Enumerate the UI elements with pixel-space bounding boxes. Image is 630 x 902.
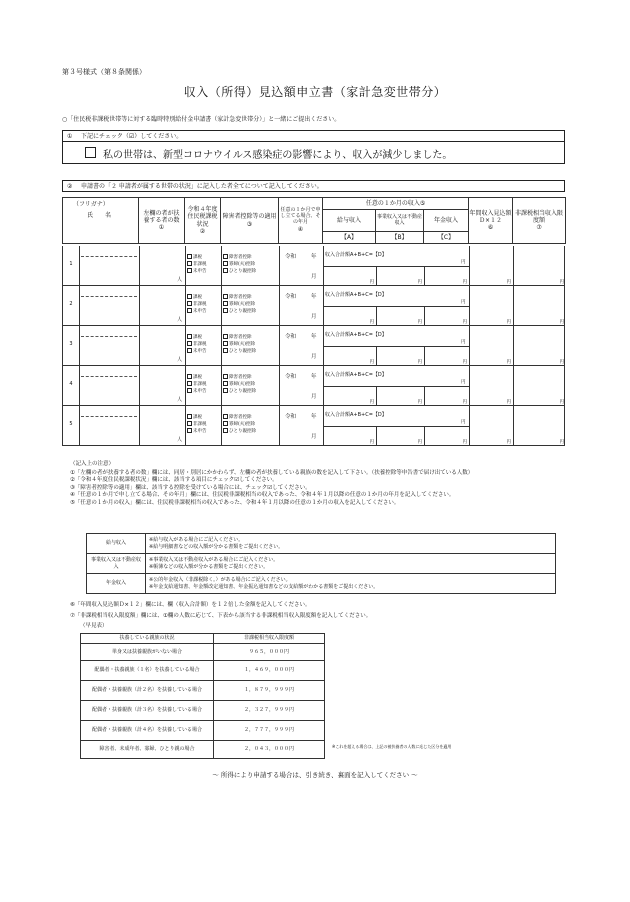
column-divider <box>79 326 80 366</box>
section-1-instruction: 下記にチェック（☑）してください。 <box>81 133 183 140</box>
checkbox-icon[interactable] <box>187 428 192 433</box>
header-pension: 年金収入 <box>424 210 469 232</box>
yen-unit: 円 <box>369 360 374 365</box>
tax-option-label: 課税 <box>193 375 202 380</box>
checkbox-icon[interactable] <box>187 268 192 273</box>
disability-option[interactable] <box>223 254 279 261</box>
person-unit: 人 <box>176 357 182 363</box>
checkbox-icon[interactable] <box>187 388 192 393</box>
note-5: ⑤「任意の１か月の収入」欄には、住民税非課税相当の収入であった、令和４年１月以降の任意の１か月の収入を記入してください。 <box>70 499 400 506</box>
form-number: 第３号様式（第８条関係） <box>62 68 146 76</box>
column-divider <box>279 366 280 406</box>
column-divider <box>221 366 222 406</box>
row-number: 5 <box>69 421 73 427</box>
note-4: ④「任意の１か月で申し立てる場合、その年月」欄には、住民税非課税相当の収入であった、令和４年１月以降の任意の１か月の年月を記入してください。 <box>70 492 455 499</box>
header-col4-num: ④ <box>297 225 304 233</box>
month-label: 月 <box>311 354 317 360</box>
section-1-number: ① <box>67 133 73 140</box>
year-label: 年 <box>311 374 317 380</box>
tax-option-label: 非課税 <box>193 342 207 347</box>
person-row <box>62 326 565 366</box>
header-col1-num: ① <box>158 224 165 232</box>
total-label: 収入合計額A+B+C=【D】 <box>325 252 387 258</box>
pension-input[interactable] <box>424 266 469 286</box>
footer-note: ～ 所得により申請する場合は、引き続き、裏面を記入してください ～ <box>212 771 418 779</box>
column-divider <box>221 246 222 286</box>
disability-option-label: 障害者控除 <box>229 255 252 260</box>
header-business: 事業収入又は不動産収入 <box>376 210 424 232</box>
disability-option-label: ひとり親控除 <box>229 349 256 354</box>
header-col-b: 【B】 <box>376 232 424 244</box>
yen-unit: 円 <box>369 280 374 285</box>
pension-input[interactable] <box>424 386 469 406</box>
disability-option[interactable] <box>223 294 279 301</box>
yen-unit: 円 <box>369 440 374 445</box>
checkbox-icon[interactable] <box>223 421 228 426</box>
checkbox-icon[interactable] <box>223 294 228 299</box>
doc-text-salary: ※給与収入がある場合にご記入ください。 ※給与明細書などの収入額が分かる書類をご提出ください。 <box>146 534 556 554</box>
person-row <box>62 406 565 446</box>
header-month-text: 任意の１か月で申し立てる場合、その年月 <box>280 207 321 225</box>
disability-option-label: 寡婦(夫)控除 <box>229 262 256 267</box>
checkbox-icon[interactable] <box>187 341 192 346</box>
total-yen: 円 <box>461 380 466 385</box>
notes-header: （記入上の注意） <box>70 461 115 467</box>
tax-option[interactable] <box>187 341 221 348</box>
covid-checkbox[interactable] <box>85 147 96 158</box>
yen-unit: 円 <box>417 280 422 285</box>
disability-option-label: 障害者控除 <box>229 415 252 420</box>
reiwa-label: 令和 <box>285 294 297 300</box>
reiwa-label: 令和 <box>285 254 297 260</box>
covid-statement: 私の世帯は、新型コロナウイルス感染症の影響により、収入が減少しました。 <box>103 150 453 161</box>
salary-input[interactable] <box>323 386 376 406</box>
total-label: 収入合計額A+B+C=【D】 <box>325 292 387 298</box>
header-disability-text: 障害者控除等の適用 <box>222 213 277 221</box>
limit-status-2: 配偶者・扶養親族（計２名）を扶養している場合 <box>81 681 214 701</box>
month-label: 月 <box>311 314 317 320</box>
checkbox-icon[interactable] <box>223 268 228 273</box>
disability-option[interactable] <box>223 261 279 268</box>
quick-ref-label: （早見表） <box>80 623 108 629</box>
doc-text-pension: ※公的年金収入（非課税除く。）がある場合にご記入ください。 ※年金支給通知書、年金額改定通知書、年金振込通知書などの支給額がわかる書類をご提出ください。 <box>146 574 556 594</box>
salary-input[interactable] <box>323 306 376 326</box>
note-3: ③「障害者控除等の適用」欄は、該当する控除を受けている場合には、チェック☑してください。 <box>70 484 311 491</box>
disability-option[interactable] <box>223 388 279 395</box>
name-input[interactable] <box>81 417 137 444</box>
total-yen: 円 <box>461 340 466 345</box>
header-limit <box>513 198 566 244</box>
column-divider <box>279 326 280 366</box>
header-tax-status <box>185 198 221 244</box>
yen-unit: 円 <box>559 320 564 325</box>
total-label: 収入合計額A+B+C=【D】 <box>325 332 387 338</box>
tax-status-options <box>187 374 221 395</box>
disability-option[interactable] <box>223 421 279 428</box>
header-dependents <box>139 198 185 244</box>
header-col7-num: ⑦ <box>536 224 542 232</box>
total-yen: 円 <box>461 420 466 425</box>
year-label: 年 <box>311 414 317 420</box>
yen-unit: 円 <box>462 280 467 285</box>
total-yen: 円 <box>461 300 466 305</box>
checkbox-icon[interactable] <box>187 348 192 353</box>
tax-option[interactable] <box>187 348 221 355</box>
tax-option-label: 課税 <box>193 335 202 340</box>
row-number: 3 <box>69 341 73 347</box>
checkbox-icon[interactable] <box>187 261 192 266</box>
header-col6-num: ⑥ <box>487 224 494 232</box>
tax-option[interactable] <box>187 388 221 395</box>
tax-option-label: 未申告 <box>193 429 207 434</box>
checkbox-icon[interactable] <box>223 428 228 433</box>
header-annual-text: 年間収入見込額Ｄ×１２ <box>469 209 512 224</box>
tax-option[interactable] <box>187 421 221 428</box>
disability-option[interactable] <box>223 268 279 275</box>
name-input[interactable] <box>81 257 137 284</box>
note-1: ①「左欄の者が扶養する者の数」欄には、同居・別居にかかわらず、左欄の者が扶養している親族の数を記入して下さい。（扶養控除等申告書で届け出ている人数） <box>70 470 474 476</box>
column-divider <box>185 406 186 446</box>
yen-unit: 円 <box>417 440 422 445</box>
column-divider <box>79 406 80 446</box>
tax-option-label: 非課税 <box>193 422 207 427</box>
doc-text-business: ※事業収入又は不動産収入がある場合にご記入ください。 ※帳簿などの収入額が分かる書類をご提出ください。 <box>146 554 556 574</box>
header-col-a: 【A】 <box>323 232 376 244</box>
header-month <box>279 198 323 244</box>
tax-option-label: 非課税 <box>193 382 207 387</box>
limit-amount-3: ２，３２７，９９９円 <box>214 701 325 721</box>
tax-option-label: 未申告 <box>193 309 207 314</box>
column-divider <box>79 286 80 326</box>
doc-label-business: 事業収入又は不動産収入 <box>87 554 146 574</box>
business-input[interactable] <box>376 426 424 446</box>
disability-option-label: 障害者控除 <box>229 295 252 300</box>
dependents-input[interactable] <box>139 406 185 446</box>
annual-input[interactable] <box>469 366 513 406</box>
year-label: 年 <box>311 254 317 260</box>
person-unit: 人 <box>176 317 182 323</box>
checkbox-icon[interactable] <box>187 381 192 386</box>
disability-option[interactable] <box>223 301 279 308</box>
limit-amount-2: １，８７９，９９９円 <box>214 681 325 701</box>
limit-table <box>80 633 325 759</box>
disability-option-label: ひとり親控除 <box>229 269 256 274</box>
checkbox-icon[interactable] <box>223 414 228 419</box>
annual-input[interactable] <box>469 406 513 446</box>
checkbox-icon[interactable] <box>187 294 192 299</box>
disability-option[interactable] <box>223 341 279 348</box>
column-divider <box>185 246 186 286</box>
section-2-header <box>62 180 565 192</box>
header-limit-text: 非課税相当収入限度額 <box>515 209 564 224</box>
header-annual <box>469 198 513 244</box>
column-divider <box>221 286 222 326</box>
checkbox-icon[interactable] <box>187 421 192 426</box>
section-1-box <box>62 130 565 164</box>
column-divider <box>279 246 280 286</box>
person-unit: 人 <box>176 437 182 443</box>
annual-input[interactable] <box>469 246 513 286</box>
tax-option-label: 未申告 <box>193 349 207 354</box>
note-7: ⑦「非課税相当収入限度額」欄には、①欄の人数に応じて、下表から該当する非課税相当収入限度額を記入してください。 <box>70 613 372 619</box>
column-divider <box>185 326 186 366</box>
disability-option-label: ひとり親控除 <box>229 429 256 434</box>
disability-option-label: 障害者控除 <box>229 335 252 340</box>
total-label: 収入合計額A+B+C=【D】 <box>325 372 387 378</box>
column-divider <box>221 326 222 366</box>
checkbox-icon[interactable] <box>223 374 228 379</box>
yen-unit: 円 <box>506 440 511 445</box>
checkbox-icon[interactable] <box>187 374 192 379</box>
limit-footnote: ※これを超える場合は、上記の被扶養者の人数に応じた区分を適用 <box>332 744 452 749</box>
year-label: 年 <box>311 334 317 340</box>
limit-amount-5: ２，０４３，０００円 <box>214 741 325 759</box>
business-input[interactable] <box>376 266 424 286</box>
month-label: 月 <box>311 274 317 280</box>
yen-unit: 円 <box>506 360 511 365</box>
tax-status-options <box>187 334 221 355</box>
name-input[interactable] <box>81 297 137 324</box>
name-input[interactable] <box>81 377 137 404</box>
annual-input[interactable] <box>469 286 513 326</box>
person-unit: 人 <box>176 397 182 403</box>
yen-unit: 円 <box>559 400 564 405</box>
yen-unit: 円 <box>462 440 467 445</box>
tax-option[interactable] <box>187 301 221 308</box>
limit-amount-1: １，４６９，０００円 <box>214 661 325 681</box>
column-divider <box>79 366 80 406</box>
total-label: 収入合計額A+B+C=【D】 <box>325 412 387 418</box>
salary-input[interactable] <box>323 426 376 446</box>
tax-option[interactable] <box>187 414 221 421</box>
disability-option[interactable] <box>223 374 279 381</box>
person-row <box>62 286 565 326</box>
tax-option-label: 未申告 <box>193 389 207 394</box>
tax-option-label: 課税 <box>193 255 202 260</box>
yen-unit: 円 <box>462 320 467 325</box>
disability-options <box>223 254 279 275</box>
tax-option-label: 未申告 <box>193 269 207 274</box>
limit-amount-4: ２，７７７，９９９円 <box>214 721 325 741</box>
yen-unit: 円 <box>417 400 422 405</box>
year-label: 年 <box>311 294 317 300</box>
business-input[interactable] <box>376 346 424 366</box>
reiwa-label: 令和 <box>285 374 297 380</box>
column-divider <box>221 406 222 446</box>
tax-option[interactable] <box>187 428 221 435</box>
tax-option[interactable] <box>187 308 221 315</box>
doc-label-pension: 年金収入 <box>87 574 146 594</box>
checkbox-icon[interactable] <box>187 308 192 313</box>
pension-input[interactable] <box>424 346 469 366</box>
doc-label-salary: 給与収入 <box>87 534 146 554</box>
checkbox-icon[interactable] <box>223 348 228 353</box>
limit-input[interactable] <box>513 326 566 366</box>
disability-option[interactable] <box>223 308 279 315</box>
row-number: 2 <box>69 301 73 307</box>
column-divider <box>185 366 186 406</box>
disability-option[interactable] <box>223 381 279 388</box>
disability-option-label: 障害者控除 <box>229 375 252 380</box>
tax-option-label: 非課税 <box>193 302 207 307</box>
checkbox-icon[interactable] <box>223 341 228 346</box>
header-tax-text: 令和４年度住民税課税状況 <box>187 206 218 228</box>
checkbox-icon[interactable] <box>223 301 228 306</box>
person-unit: 人 <box>176 277 182 283</box>
annual-input[interactable] <box>469 326 513 366</box>
month-label: 月 <box>311 394 317 400</box>
reiwa-label: 令和 <box>285 334 297 340</box>
salary-input[interactable] <box>323 266 376 286</box>
disability-option-label: 寡婦(夫)控除 <box>229 342 256 347</box>
tax-option[interactable] <box>187 261 221 268</box>
checkbox-icon[interactable] <box>187 254 192 259</box>
tax-status-options <box>187 414 221 435</box>
documents-table <box>86 533 556 594</box>
notes-list <box>70 470 560 507</box>
yen-unit: 円 <box>506 320 511 325</box>
limit-input[interactable] <box>513 366 566 406</box>
checkbox-icon[interactable] <box>187 334 192 339</box>
disability-option-label: 寡婦(夫)控除 <box>229 302 256 307</box>
limit-input[interactable] <box>513 286 566 326</box>
limit-status-0: 単身又は扶養親族がいない場合 <box>81 644 214 661</box>
intro-text: ○「住民税非課税世帯等に対する臨時特別給付金申請書（家計急変世帯分）」と一緒にご提出ください。 <box>62 116 341 123</box>
disability-option-label: ひとり親控除 <box>229 309 256 314</box>
yen-unit: 円 <box>369 400 374 405</box>
business-input[interactable] <box>376 306 424 326</box>
form-title: 収入（所得）見込額申立書（家計急変世帯分） <box>183 85 447 99</box>
yen-unit: 円 <box>417 320 422 325</box>
row-number: 1 <box>69 261 73 267</box>
tax-option[interactable] <box>187 374 221 381</box>
checkbox-icon[interactable] <box>223 388 228 393</box>
person-row <box>62 366 565 406</box>
limit-status-3: 配偶者・扶養親族（計３名）を扶養している場合 <box>81 701 214 721</box>
column-divider <box>185 286 186 326</box>
pension-input[interactable] <box>424 426 469 446</box>
note-6: ⑥「年間収入見込額Ｄ×１２」欄には、欄（収入合計額）を１２倍した金額を記入してください。 <box>70 602 311 608</box>
disability-option-label: ひとり親控除 <box>229 389 256 394</box>
yen-unit: 円 <box>559 280 564 285</box>
dependents-input[interactable] <box>139 326 185 366</box>
row-number: 4 <box>69 381 73 387</box>
limit-status-5: 障害者、未成年者、寡婦、ひとり親の場合 <box>81 741 214 759</box>
yen-unit: 円 <box>462 400 467 405</box>
yen-unit: 円 <box>559 360 564 365</box>
tax-option-label: 課税 <box>193 415 202 420</box>
header-income-group: 任意の１か月の収入⑤ <box>323 198 469 210</box>
yen-unit: 円 <box>369 320 374 325</box>
disability-option[interactable] <box>223 348 279 355</box>
yen-unit: 円 <box>506 280 511 285</box>
header-col-c: 【C】 <box>424 232 469 244</box>
dependents-input[interactable] <box>139 246 185 286</box>
dependents-input[interactable] <box>139 286 185 326</box>
limit-status-4: 配偶者・扶養親族（計４名）を扶養している場合 <box>81 721 214 741</box>
checkbox-icon[interactable] <box>223 381 228 386</box>
checkbox-icon[interactable] <box>223 334 228 339</box>
checkbox-icon[interactable] <box>223 261 228 266</box>
limit-input[interactable] <box>513 246 566 286</box>
household-table <box>62 197 566 244</box>
header-name: 氏 名 <box>87 212 112 219</box>
disability-options <box>223 334 279 355</box>
tax-option[interactable] <box>187 334 221 341</box>
section-2-number: ② <box>67 183 73 190</box>
column-divider <box>279 406 280 446</box>
dependents-input[interactable] <box>139 366 185 406</box>
name-input[interactable] <box>81 337 137 364</box>
tax-option[interactable] <box>187 268 221 275</box>
tax-status-options <box>187 294 221 315</box>
header-salary: 給与収入 <box>323 210 376 232</box>
yen-unit: 円 <box>417 360 422 365</box>
disability-option-label: 寡婦(夫)控除 <box>229 422 256 427</box>
tax-option-label: 課税 <box>193 295 202 300</box>
header-col3-num: ③ <box>246 220 253 228</box>
month-label: 月 <box>311 434 317 440</box>
checkbox-icon[interactable] <box>223 308 228 313</box>
reiwa-label: 令和 <box>285 414 297 420</box>
tax-option[interactable] <box>187 381 221 388</box>
header-name-cell <box>63 198 139 244</box>
disability-options <box>223 374 279 395</box>
tax-status-options <box>187 254 221 275</box>
limit-header-amount: 非課税相当収入限度額 <box>214 634 325 644</box>
tax-option[interactable] <box>187 294 221 301</box>
section-1-header <box>62 130 565 142</box>
column-divider <box>79 246 80 286</box>
limit-status-1: 配偶者・扶養親族（１名）を扶養している場合 <box>81 661 214 681</box>
business-input[interactable] <box>376 386 424 406</box>
disability-options <box>223 294 279 315</box>
checkbox-icon[interactable] <box>187 414 192 419</box>
disability-options <box>223 414 279 435</box>
header-dependents-text: 左欄の者が扶養する者の数 <box>143 209 180 224</box>
limit-amount-0: ９６５，０００円 <box>214 644 325 661</box>
limit-header-status: 扶養している親族の状況 <box>81 634 214 644</box>
pension-input[interactable] <box>424 306 469 326</box>
tax-option-label: 非課税 <box>193 262 207 267</box>
header-disability <box>221 198 279 244</box>
disability-option[interactable] <box>223 414 279 421</box>
salary-input[interactable] <box>323 346 376 366</box>
person-row <box>62 246 565 286</box>
checkbox-icon[interactable] <box>223 254 228 259</box>
yen-unit: 円 <box>559 440 564 445</box>
disability-option-label: 寡婦(夫)控除 <box>229 382 256 387</box>
total-yen: 円 <box>461 260 466 265</box>
checkbox-icon[interactable] <box>187 301 192 306</box>
note-2: ②「令和４年度住民税課税状況」欄には、該当する項目にチェック☑してください。 <box>70 477 278 484</box>
section-2-instruction: 申請書の「２ 申請者が属する世帯の状況」に記入した者全てについて記入してください。 <box>81 183 323 190</box>
header-col2-num: ② <box>199 227 206 235</box>
disability-option[interactable] <box>223 428 279 435</box>
yen-unit: 円 <box>506 400 511 405</box>
yen-unit: 円 <box>462 360 467 365</box>
limit-input[interactable] <box>513 406 566 446</box>
disability-option[interactable] <box>223 334 279 341</box>
tax-option[interactable] <box>187 254 221 261</box>
header-name-kana: （フリガナ） <box>73 201 109 208</box>
column-divider <box>279 286 280 326</box>
